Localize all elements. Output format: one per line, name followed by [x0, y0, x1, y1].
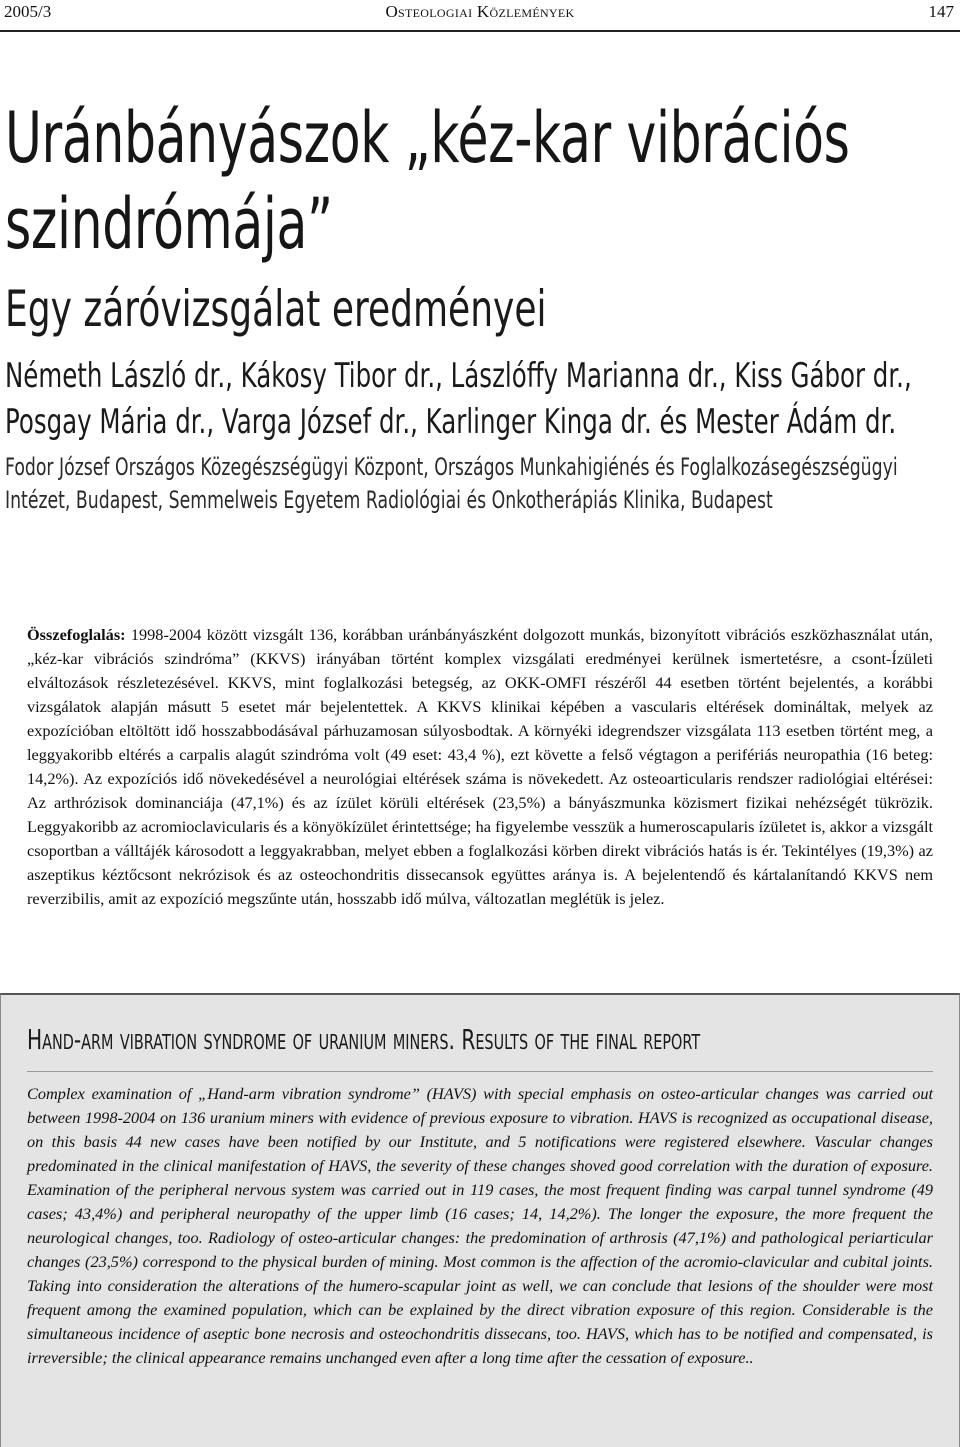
running-header — [0, 0, 960, 30]
title-block — [5, 95, 945, 517]
journal-name: Osteologiai Közlemények — [385, 2, 575, 21]
article-title-line-2: szindrómája” — [5, 183, 333, 265]
affiliation-line-1: Fodor József Országos Közegészségügyi Központ, Országos Munkahigiénés és Foglalkozásegészségügyi — [5, 453, 898, 481]
abstract-text: 1998-2004 között vizsgált 136, korábban uránbányászként dolgozott munkás, bizonyított vibrációs eszközhasználat után, „kéz-kar vibrációs szindróma” (KKVS) irányában történt komplex vizsgálati eredményei kerülnek ismertetésre, a csont-Ízületi elváltozások részletezésével. KKVS, mint foglalkozási betegség, az OKK-OMFI részéről 44 esetben történt bejelentés, a korábbi vizsgálatok alapján másutt 5 esetet már bejelentettek. A KKVS klinikai képében a vascularis eltérések domináltak, melyek az expozícióban eltöltött idő hosszabbodásával párhuzamosan súlyosbodtak. A környéki idegrendszer vizsgálata 113 esetben történt meg, a leggyakoribb eltérés a carpalis alagút szindróma volt (49 eset: 43,4 %), ezt követte a felső végtagon a perifériás neuropathia (16 beteg: 14,2%). Az expozíciós idő növekedésével a neurológiai eltérések száma is növekedett. Az osteoarticularis rendszer radiológiai eltérései: Az arthrózisok dominanciája (47,1%) és az ízület körüli eltérések (23,5%) a bányászmunka közismert fizikai nehézségét tükrözik. Leggyakoribb az acromioclavicularis és a könyökízület érintettsége; ha figyelembe vesszük a humeroscapularis ízületet is, akkor a vizsgált csoportban a válltájék károsodott a leggyakrabban, melyet ebben a foglalkozási körben direkt vibrációs hatás is ér. Tekintélyes (19,3%) az aszeptikus kéztőcsont nekrózisok és az osteochondritis dissecansok együttes aránya is. A bejelentendő és kártalanítandó KKVS nem reverzibilis, amit az expozíció megszűnte után, hosszabb idő múlva, változatlan meglétük is jelez. — [27, 625, 933, 908]
issue-number: 2005/3 — [4, 2, 52, 21]
english-title: Hand-arm vibration syndrome of uranium miners. Results of the final report — [27, 1023, 701, 1056]
article-title-line-1: Uránbányászok „kéz-kar vibrációs — [5, 97, 850, 179]
hungarian-abstract — [27, 623, 933, 911]
english-title-rule — [27, 1071, 933, 1072]
header-rule — [0, 30, 960, 32]
affiliation-line-2: Intézet, Budapest, Semmelweis Egyetem Radiológiai és Onkotherápiás Klinika, Budapest — [5, 486, 773, 514]
english-abstract-text: Complex examination of „Hand-arm vibration syndrome” (HAVS) with special emphasis on osteo-articular changes was carried out between 1998-2004 on 136 uranium miners with evidence of previous exposure to vibration. HAVS is recognized as occupational disease, on this basis 44 new cases have been notified by our Institute, and 5 notifications were registered elsewhere. Vascular changes predominated in the clinical manifestation of HAVS, the severity of these changes shoved good correlation with the duration of exposure. Examination of the peripheral nervous system was carried out in 119 cases, the most frequent finding was carpal tunnel syndrome (49 cases; 43,4%) and peripheral neuropathy of the upper limb (16 cases; 14, 14,2%). The longer the exposure, the more frequent the neurological changes, too. Radiology of osteo-articular changes: the predomination of arthrosis (47,1%) and pathological periarticular changes (23,5%) correspond to the physical burden of mining. Most common is the affection of the acromio-clavicular and cubital joints. Taking into consideration the alterations of the humero-scapular joint as well, we can conclude that lesions of the shoulder were most frequent among the examined population, which can be explained by the direct vibration exposure of this region. Considerable is the simultaneous incidence of aseptic bone necrosis and osteochondritis dissecans, too. HAVS, which has to be notified and compensated, is irreversible; the clinical appearance remains unchanged even after a long time after the cessation of exposure.. — [27, 1084, 933, 1367]
authors-line-1: Németh László dr., Kákosy Tibor dr., Lászlóffy Marianna dr., Kiss Gábor dr., — [5, 356, 912, 396]
page-number: 147 — [928, 2, 954, 21]
abstract-label: Összefoglalás: — [27, 625, 126, 644]
article-subtitle: Egy záróvizsgálat eredményei — [5, 280, 547, 338]
authors-line-2: Posgay Mária dr., Varga József dr., Karlinger Kinga dr. és Mester Ádám dr. — [5, 402, 897, 442]
